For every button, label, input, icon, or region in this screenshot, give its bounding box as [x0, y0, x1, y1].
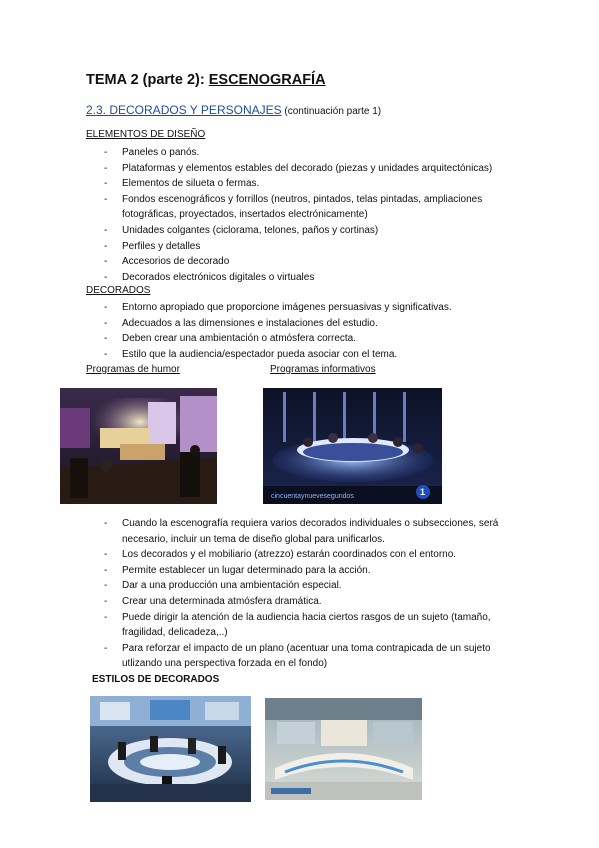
list-item: - Estilo que la audiencia/espectador pueda asociar con el tema.	[86, 347, 526, 363]
section-title: 2.3. DECORADOS Y PERSONAJES	[86, 103, 282, 117]
list-item: - Decorados electrónicos digitales o virtuales	[86, 270, 526, 286]
list-item: - Plataformas y elementos estables del decorado (piezas y unidades arquitectónicas)	[86, 161, 526, 177]
list-item: - Deben crear una ambientación o atmósfera correcta.	[86, 331, 526, 347]
list-item: - Permite establecer un lugar determinado para la acción.	[86, 563, 526, 579]
page-title	[86, 72, 326, 88]
list-item: - Unidades colgantes (ciclorama, telones, paños y cortinas)	[86, 223, 526, 239]
list-item: - Cuando la escenografía requiera varios decorados individuales o subsecciones, será necesario, incluir un tema de diseño global para unificarlos.	[86, 516, 526, 547]
list-item: - Fondos escenográficos y forrillos (neutros, pintados, telas pintadas, ampliaciones fotográficas, proyectados, insertados electrónicamente)	[86, 192, 526, 223]
caption-humor: Programas de humor	[86, 364, 180, 375]
section-note: (continuación parte 1)	[281, 106, 382, 117]
news-logo-text: cincuentaynuevesegundos	[271, 493, 354, 500]
decorados-heading: DECORADOS	[86, 285, 151, 296]
decorados-list	[86, 300, 526, 362]
section-heading	[86, 103, 381, 117]
elementos-list	[86, 145, 526, 285]
humor-set-photo	[60, 388, 217, 504]
decorados-more-list	[86, 516, 526, 672]
estilos-heading: ESTILOS DE DECORADOS	[92, 674, 220, 685]
list-item: - Accesorios de decorado	[86, 254, 526, 270]
title-underlined: ESCENOGRAFÍA	[208, 72, 326, 88]
list-item: - Puede dirigir la atención de la audiencia hacia ciertos rasgos de un sujeto (tamaño, fragilidad, delicadeza,..)	[86, 610, 526, 641]
list-item: - Entorno apropiado que proporcione imágenes persuasivas y significativas.	[86, 300, 526, 316]
list-item: - Dar a una producción una ambientación especial.	[86, 578, 526, 594]
list-item: - Perfiles y detalles	[86, 239, 526, 255]
list-item: - Crear una determinada atmósfera dramática.	[86, 594, 526, 610]
list-item: - Para reforzar el impacto de un plano (acentuar una toma contrapicada de un sujeto utlizando una perspectiva forzada en el fondo)	[86, 641, 526, 672]
list-item: - Paneles o panós.	[86, 145, 526, 161]
caption-informativos: Programas informativos	[270, 364, 376, 375]
list-item: - Los decorados y el mobiliario (atrezzo) estarán coordinados con el entorno.	[86, 547, 526, 563]
circular-set-photo	[90, 696, 251, 802]
list-item: - Adecuados a las dimensiones e instalaciones del estudio.	[86, 316, 526, 332]
news-set-photo	[263, 388, 442, 504]
list-item: - Elementos de silueta o fermas.	[86, 176, 526, 192]
curved-set-photo	[265, 698, 422, 800]
title-prefix: TEMA 2 (parte 2):	[86, 72, 209, 88]
channel-number: 1	[420, 487, 426, 497]
elementos-heading: ELEMENTOS DE DISEÑO	[86, 129, 206, 140]
